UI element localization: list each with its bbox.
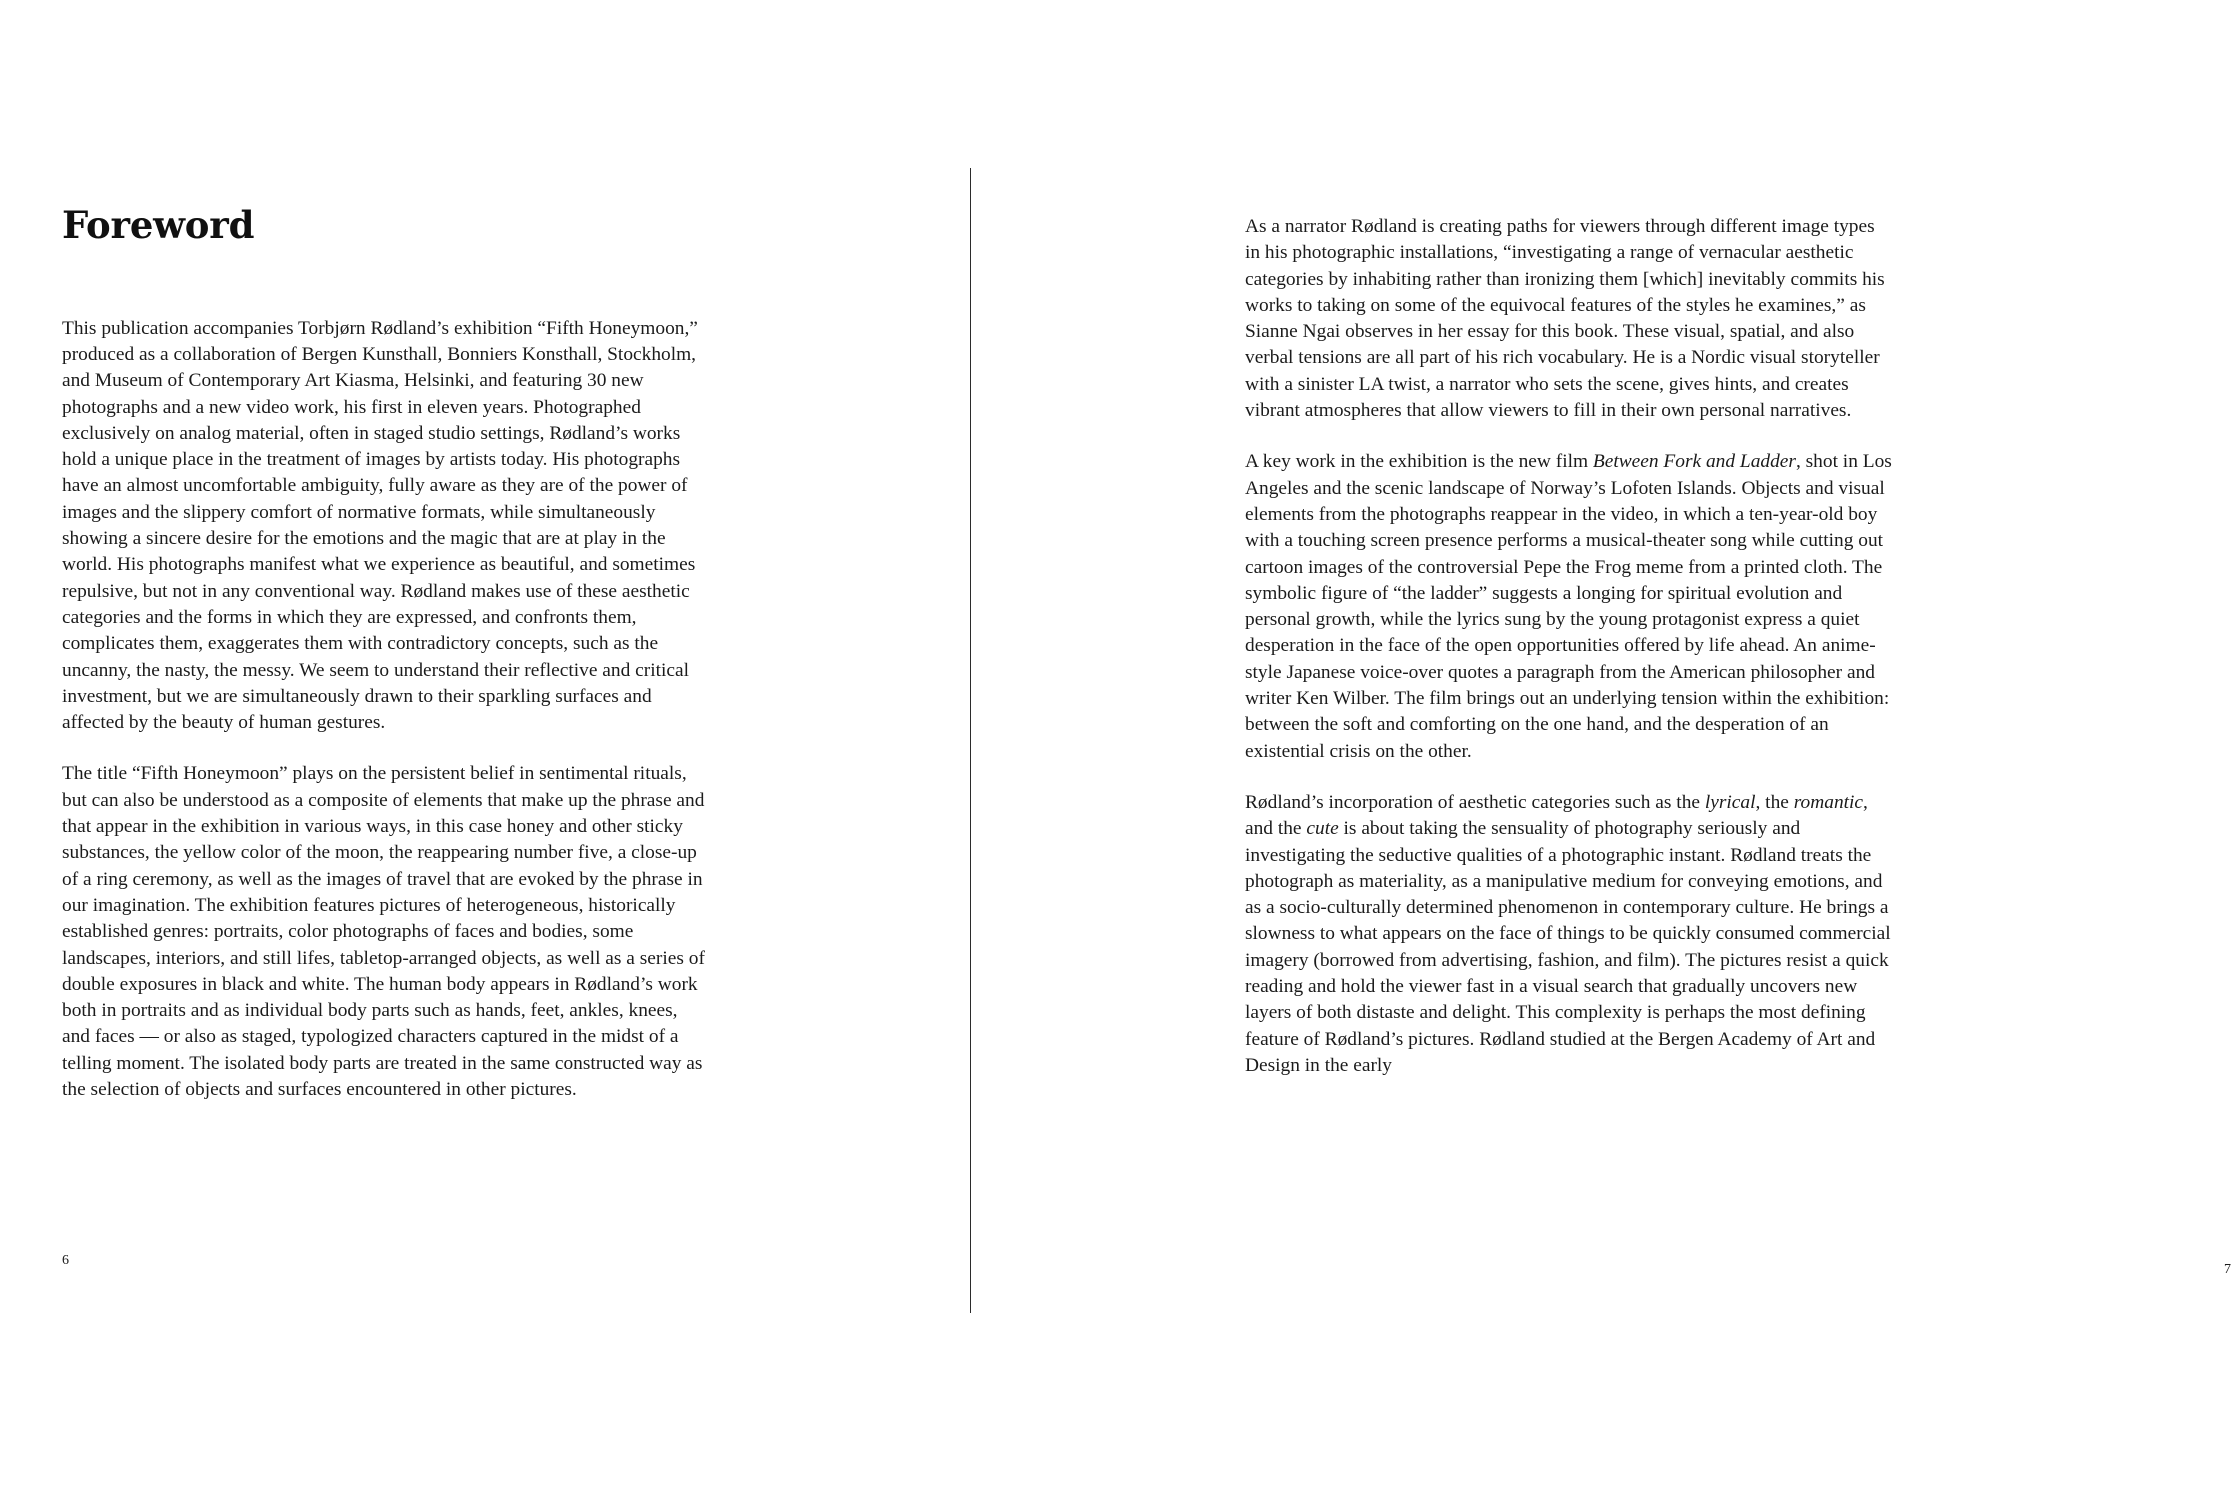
paragraph: The title “Fifth Honeymoon” plays on the persistent belief in sentimental rituals, but can also be understood as a composite of elements that make up the phrase and that appear in the exhibition in various ways, in this case honey and other sticky substances, the yellow color of the moon, the reappearing number five, a close-up of a ring ceremony, as well as the images of travel that are evoked by the phrase in our imagination. The exhibition features pictures of heterogeneous, historically established genres: portraits, color photographs of faces and bodies, some landscapes, interiors, and still lifes, tabletop-arranged objects, as well as a series of double exposures in black and white. The human body appears in Rødland’s work both in portraits and as individual body parts such as hands, feet, ankles, knees, and faces — or also as staged, typologized characters captured in the midst of a telling moment. The isolated body parts are treated in the same constructed way as the selection of objects and surfaces encountered in other pictures. — [62, 763, 705, 1100]
paragraph: As a narrator Rødland is creating paths for viewers through different image types in his photographic installations, “investigating a range of vernacular aesthetic categories by inhabiting rather than ironizing them [which] inevitably commits his works to taking on some of the equivocal features of the styles he examines,” as Sianne Ngai observes in her essay for this book. These visual, spatial, and also verbal tensions are all part of his rich vocabulary. He is a Nordic visual storyteller with a sinister LA twist, a narrator who sets the scene, gives hints, and creates vibrant atmospheres that allow viewers to fill in their own personal narratives. — [1245, 216, 1885, 422]
paragraph — [1245, 790, 1893, 1079]
term-lyrical: lyrical — [1704, 791, 1756, 813]
paragraph-segment: is about taking the sensuality of photography seriously and investigating the seductive qualities of a photographic instant. Rødland treats the photograph as materiality, as a manipulative medium for conveying emotions, and as a socio-culturally determined phenomenon in contemporary culture. He brings a slowness to what appears on the face of things to be quickly consumed commercial imagery (borrowed from advertising, fashion, and film). The pictures resist a quick reading and hold the viewer fast in a visual search that gradually uncovers new layers of both distaste and delight. This complexity is perhaps the most defining feature of Rødland’s pictures. Rødland studied at the Bergen Academy of Art and Design in the early — [1245, 818, 1891, 1076]
page-title: Foreword — [62, 203, 255, 247]
paragraph-segment: Rødland’s incorporation of aesthetic categories such as the — [1245, 791, 1705, 813]
paragraph-segment: A key work in the exhibition is the new film — [1245, 451, 1593, 473]
right-text-column — [1245, 214, 1893, 1079]
right-page — [971, 0, 2231, 1500]
paragraph: This publication accompanies Torbjørn Rødland’s exhibition “Fifth Honeymoon,” produced as a collaboration of Bergen Kunsthall, Bonniers Konsthall, Stockholm, and Museum of Contemporary Art Kiasma, Helsinki, and featuring 30 new photographs and a new video work, his first in eleven years. Photographed exclusively on analog material, often in staged studio settings, Rødland’s works hold a unique place in the treatment of images by artists today. His photographs have an almost uncomfortable ambiguity, fully aware as they are of the power of images and the slippery comfort of normative formats, while simultaneously showing a sincere desire for the emotions and the magic that are at play in the world. His photographs manifest what we experience as beautiful, and sometimes repulsive, but not in any conventional way. Rødland makes use of these aesthetic categories and the forms in which they are expressed, and confronts them, complicates them, exaggerates them with contradictory concepts, such as the uncanny, the nasty, the messy. We seem to understand their reflective and critical investment, but we are simultaneously drawn to their sparkling surfaces and affected by the beauty of human gestures. — [62, 317, 698, 734]
left-text-column — [62, 205, 710, 1103]
left-page — [0, 0, 970, 1500]
film-title: Between Fork and Ladder — [1592, 451, 1796, 473]
term-romantic: romantic — [1793, 791, 1864, 813]
paragraph — [1245, 449, 1893, 765]
paragraph-segment: , shot in Los Angeles and the scenic landscape of Norway’s Lofoten Islands. Objects and visual elements from the photographs reappear in the video, in which a ten-year-old boy with a touching screen presence performs a musical-theater song while cutting out cartoon images of the controversial Pepe the Frog meme from a printed cloth. The symbolic figure of “the ladder” suggests a longing for spiritual evolution and personal growth, while the lyrics sung by the young protagonist express a quiet desperation in the face of the open opportunities offered by life ahead. An anime-style Japanese voice-over quotes a paragraph from the American philosopher and writer Ken Wilber. The film brings out an underlying tension within the exhibition: between the soft and comforting on the one hand, and the desperation of an existential crisis on the other. — [1245, 451, 1892, 762]
page-number-left: 6 — [62, 1253, 69, 1268]
paragraph-segment: , the — [1755, 791, 1794, 813]
page-number-right: 7 — [2224, 1262, 2231, 1277]
paragraph-segment: , and the — [1245, 791, 1868, 840]
term-cute: cute — [1306, 818, 1339, 840]
